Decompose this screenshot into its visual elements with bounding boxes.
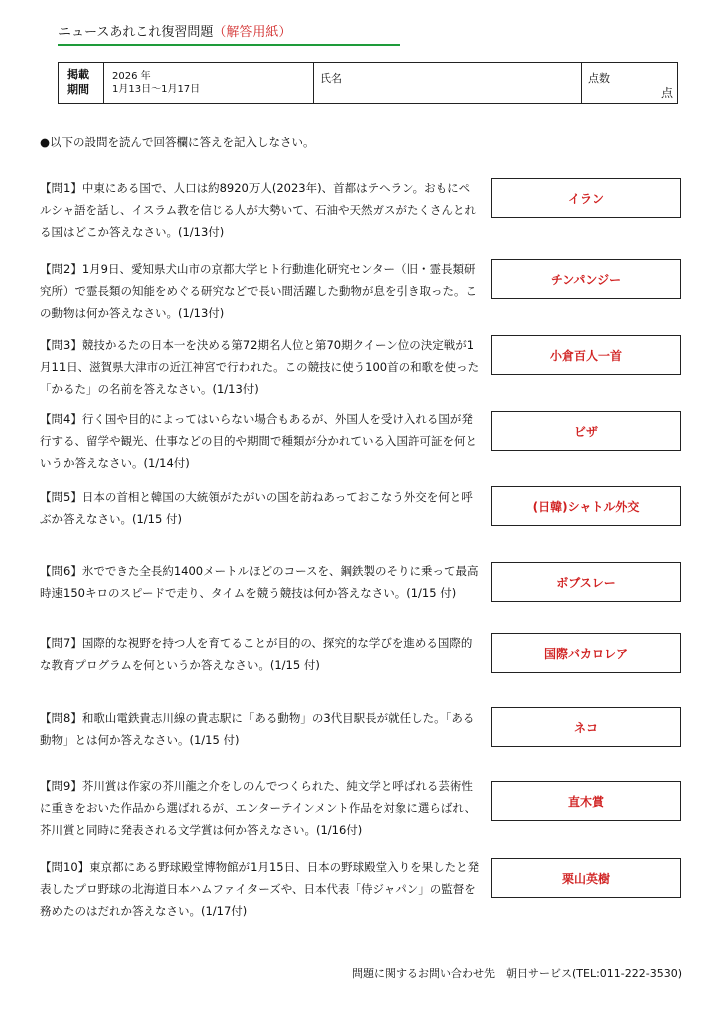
question-body: 東京都にある野球殿堂博物館が1月15日、日本の野球殿堂入りを果したと発表したプロ野球の北海道日本ハムファイターズや、日本代表「侍ジャパン」の監督を務めたのはだれか答えなさい。(1/17付) (40, 860, 480, 918)
question-text (40, 486, 480, 530)
period-label-line1: 掲載 (67, 68, 89, 81)
question-number: 【問6】 (40, 564, 82, 578)
period-year: 2026 年 (112, 71, 151, 82)
page-title (58, 24, 291, 42)
answer-box[interactable]: ビザ (491, 411, 681, 451)
name-label: 氏名 (320, 72, 342, 85)
question-body: 競技かるたの日本一を決める第72期名人位と第70期クイーン位の決定戦が1月11日、滋賀県大津市の近江神宮で行われた。この競技に使う100首の和歌を使った「かるた」の名前を答えなさい。(1/13付) (40, 338, 480, 396)
period-value-cell (104, 63, 314, 103)
question-number: 【問4】 (40, 412, 82, 426)
question-text (40, 258, 480, 324)
answer-box[interactable]: (日韓)シャトル外交 (491, 486, 681, 526)
question-body: 国際的な視野を持つ人を育てることが目的の、探究的な学びを進める国際的な教育プログラムを何というか答えなさい。(1/15 付) (40, 636, 473, 672)
question-number: 【問10】 (40, 860, 90, 874)
question-text (40, 707, 480, 751)
answer-box[interactable]: 国際バカロレア (491, 633, 681, 673)
question-text (40, 856, 480, 922)
question-body: 芥川賞は作家の芥川龍之介をしのんでつくられた、純文学と呼ばれる芸術性に重きをおいた作品から選ばれるが、エンターテインメント作品を対象に選らばれ、芥川賞と同時に発表される文学賞は何か答えなさい。(1/16付) (40, 779, 477, 837)
question-body: 日本の首相と韓国の大統領がたがいの国を訪ねあっておこなう外交を何と呼ぶか答えなさい。(1/15 付) (40, 490, 473, 526)
question-body: 行く国や目的によってはいらない場合もあるが、外国人を受け入れる国が発行する、留学や観光、仕事などの目的や期間で種類が分かれている入国許可証を何というか答えなさい。(1/14付) (40, 412, 477, 470)
answer-box[interactable]: ボブスレー (491, 562, 681, 602)
answer-box[interactable]: 直木賞 (491, 781, 681, 821)
score-label: 点数 (588, 72, 610, 85)
question-number: 【問8】 (40, 711, 82, 725)
score-unit: 点 (660, 86, 673, 100)
question-body: 中東にある国で、人口は約8920万人(2023年)、首都はテヘラン。おもにペルシャ語を話し、イスラム教を信じる人が大勢いて、石油や天然ガスがたくさんとれる国はどこか答えなさい。(1/13付) (40, 181, 477, 239)
answer-box[interactable]: 栗山英樹 (491, 858, 681, 898)
score-field[interactable] (582, 63, 677, 103)
answer-box[interactable]: 小倉百人一首 (491, 335, 681, 375)
period-label (67, 67, 89, 97)
answer-box[interactable]: ネコ (491, 707, 681, 747)
question-number: 【問1】 (40, 181, 82, 195)
period-label-line2: 期間 (67, 83, 89, 96)
question-text (40, 632, 480, 676)
question-number: 【問9】 (40, 779, 82, 793)
period-value (112, 70, 200, 96)
question-body: 和歌山電鉄貴志川線の貴志駅に「ある動物」の3代目駅長が就任した。「ある動物」とは何か答えなさい。(1/15 付) (40, 711, 475, 747)
title-main: ニュースあれこれ復習問題 (58, 25, 214, 40)
name-field[interactable] (314, 63, 582, 103)
answer-box[interactable]: チンパンジー (491, 259, 681, 299)
title-answer-sheet: （解答用紙） (213, 25, 292, 40)
question-number: 【問7】 (40, 636, 82, 650)
question-text (40, 775, 480, 841)
info-table (58, 62, 678, 104)
question-number: 【問2】 (40, 262, 82, 276)
period-label-cell (59, 63, 104, 103)
answer-box[interactable]: イラン (491, 178, 681, 218)
contact-footer: 問題に関するお問い合わせ先 朝日サービス(TEL:011-222-3530) (351, 967, 682, 980)
question-text (40, 334, 480, 400)
period-range: 1月13日～1月17日 (112, 84, 201, 95)
instruction-text: ●以下の設問を読んで回答欄に答えを記入しなさい。 (40, 135, 315, 149)
question-text (40, 560, 480, 604)
question-body: 氷でできた全長約1400メートルほどのコースを、鋼鉄製のそりに乗って最高時速150キロのスピードで走り、タイムを競う競技は何か答えなさい。(1/15 付) (40, 564, 479, 600)
question-number: 【問5】 (40, 490, 82, 504)
title-underline (58, 44, 400, 46)
question-number: 【問3】 (40, 338, 82, 352)
question-body: 1月9日、愛知県犬山市の京都大学ヒト行動進化研究センター（旧・霊長類研究所）で霊長類の知能をめぐる研究などで長い間活躍した動物が息を引き取った。この動物は何か答えなさい。(1/13付) (40, 262, 477, 320)
question-text (40, 177, 480, 243)
question-text (40, 408, 480, 474)
